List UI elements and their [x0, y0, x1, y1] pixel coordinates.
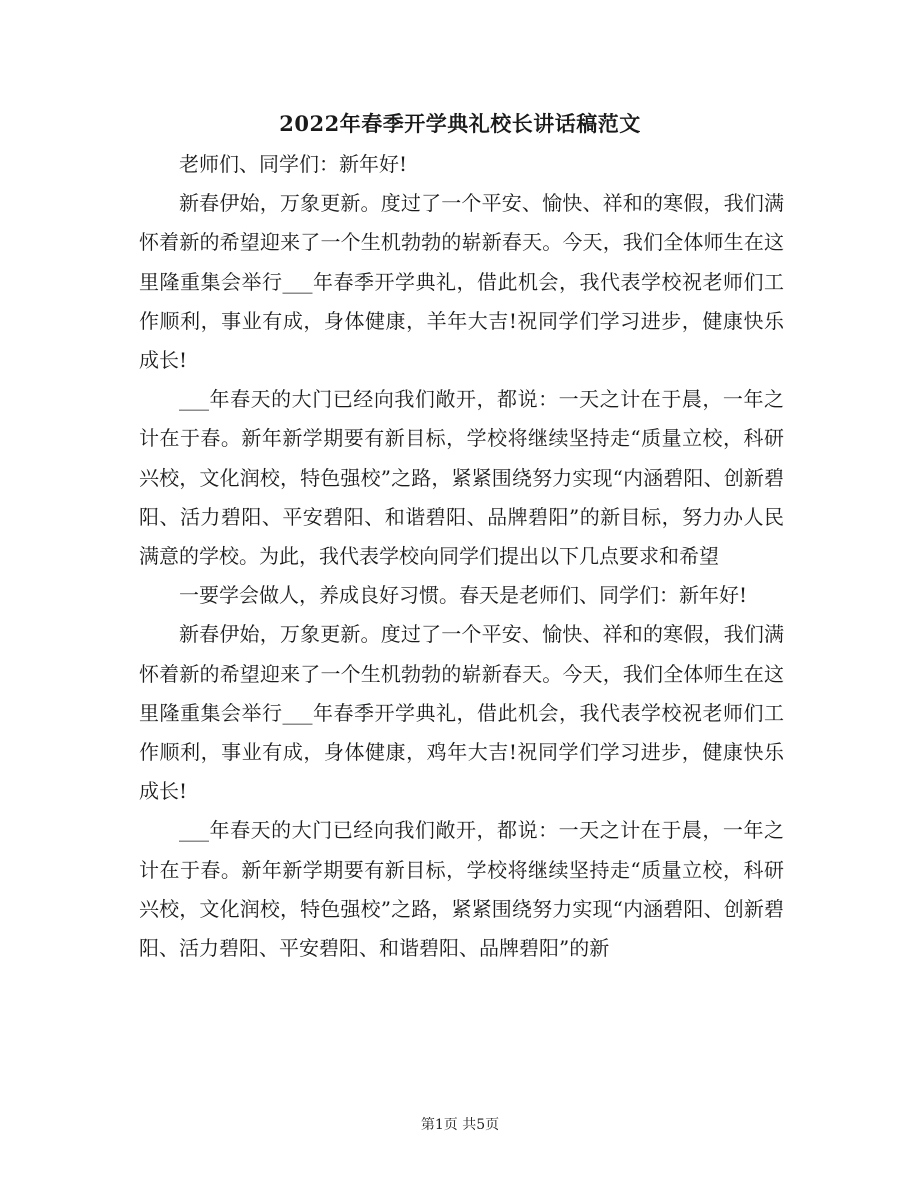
document-body: [139, 145, 784, 968]
paragraph: ___年春天的大门已经向我们敞开，都说：一天之计在于晨，一年之计在于春。新年新学期要有新目标，学校将继续坚持走“质量立校，科研兴校，文化润校，特色强校”之路，紧紧围绕努力实现“内涵碧阳、创新碧阳、活力碧阳、平安碧阳、和谐碧阳、品牌碧阳”的新: [139, 818, 784, 961]
document-title: 2022年春季开学典礼校长讲话稿范文: [279, 111, 641, 136]
paragraph: 新春伊始，万象更新。度过了一个平安、愉快、祥和的寒假，我们满怀着新的希望迎来了一个生机勃勃的崭新春天。今天，我们全体师生在这里隆重集会举行___年春季开学典礼，借此机会，我代表学校祝老师们工作顺利，事业有成，身体健康，鸡年大吉!祝同学们学习进步，健康快乐成长!: [139, 622, 784, 804]
page-number: 第1页 共5页: [420, 1117, 500, 1133]
paragraph: 一要学会做人，养成良好习惯。春天是老师们、同学们：新年好!: [179, 583, 748, 608]
paragraph-greeting: 老师们、同学们：新年好!: [179, 152, 408, 176]
paragraph: 新春伊始，万象更新。度过了一个平安、愉快、祥和的寒假，我们满怀着新的希望迎来了一个生机勃勃的崭新春天。今天，我们全体师生在这里隆重集会举行___年春季开学典礼，借此机会，我代表学校祝老师们工作顺利，事业有成，身体健康，羊年大吉!祝同学们学习进步，健康快乐成长!: [139, 191, 784, 373]
paragraph: ___年春天的大门已经向我们敞开，都说：一天之计在于晨，一年之计在于春。新年新学期要有新目标，学校将继续坚持走“质量立校，科研兴校，文化润校，特色强校”之路，紧紧围绕努力实现“内涵碧阳、创新碧阳、活力碧阳、平安碧阳、和谐碧阳、品牌碧阳”的新目标，努力办人民满意的学校。为此，我代表学校向同学们提出以下几点要求和希望: [139, 387, 784, 569]
